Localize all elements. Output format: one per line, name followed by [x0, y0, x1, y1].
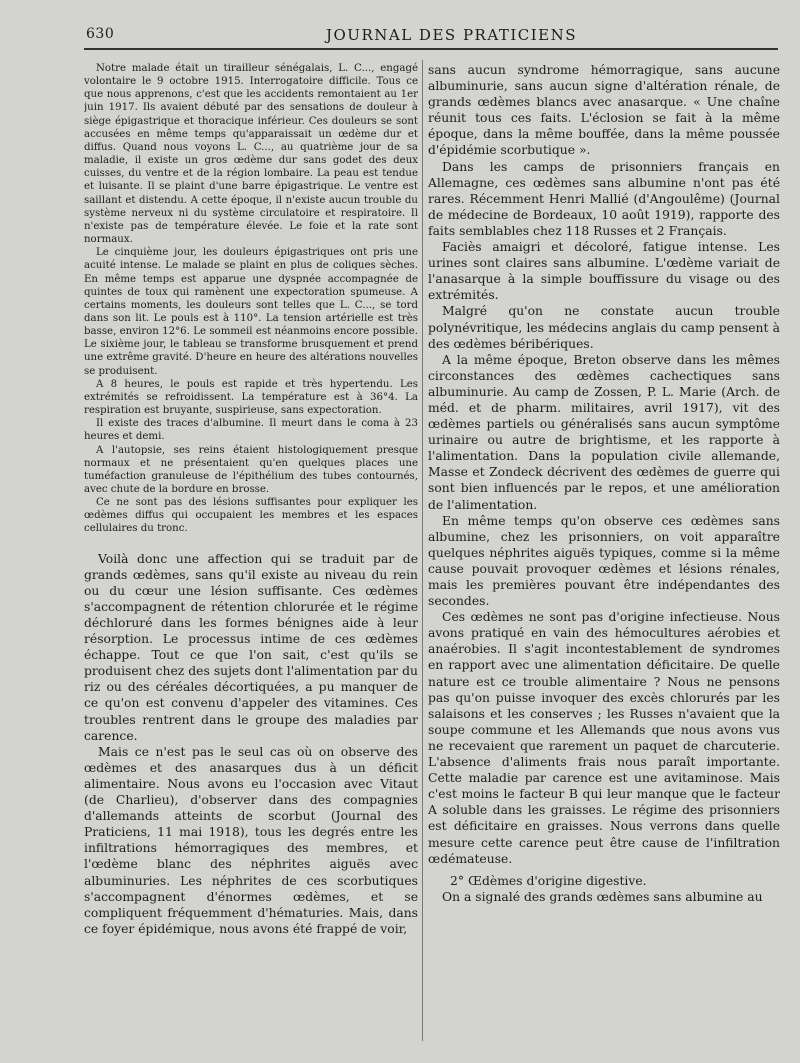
left-column	[84, 62, 418, 1045]
body-paragraph: Malgré qu'on ne constate aucun trouble polynévritique, les médecins anglais du camp pensent à des œdèmes béribériques.	[428, 304, 780, 351]
section-heading: 2° Œdèmes d'origine digestive.	[450, 873, 647, 888]
case-paragraph: Il existe des traces d'albumine. Il meurt dans le coma à 23 heures et demi.	[84, 418, 418, 443]
header-rule	[84, 48, 778, 50]
body-paragraph: Faciès amaigri et décoloré, fatigue intense. Les urines sont claires sans albumine. L'œdème variait de l'anasarque à la simple bouffissure du visage ou des extrémités.	[428, 240, 780, 303]
body-paragraph: Voilà donc une affection qui se traduit par de grands œdèmes, sans qu'il existe au niveau du rein ou du cœur une lésion suffisante. Ces œdèmes s'accompagnent de rétention chlorurée et le régime déchloruré dans les formes bénignes aide à leur résorption. Le processus intime de ces œdèmes échappe. Tout ce que l'on sait, c'est qu'ils se produisent chez des sujets dont l'alimentation par du riz ou des céréales décortiquées, a pu manquer de ce qu'on est convenu d'appeler des vitamines. Ces troubles rentrent dans le groupe des maladies par carence.	[84, 551, 418, 743]
block-gap	[84, 536, 418, 551]
page-header	[86, 26, 776, 46]
body-paragraph: Mais ce n'est pas le seul cas où on observe des œdèmes et des anasarques dus à un déficit alimentaire. Nous avons eu l'occasion avec Vitaut (de Charlieu), d'observer dans des compagnies d'allemands atteints de scorbut (Journal des Praticiens, 11 mai 1918), tous les degrés entre les infiltrations hémorragiques des membres, et l'œdème blanc des néphrites aiguës avec albuminuries. Les néphrites de ces scorbutiques s'accompagnent d'énormes œdèmes, et se compliquent fréquemment d'hématuries. Mais, dans ce foyer épidémique, nous avons été frappé de voir,	[84, 744, 418, 936]
running-title: JOURNAL DES PRATICIENS	[326, 26, 578, 44]
case-paragraph: Le cinquième jour, les douleurs épigastriques ont pris une acuité intense. Le malade se plaint en plus de coliques sèches. En même temps est apparue une dyspnée accompagnée de quintes de toux qui ramènent une expectoration spumeuse. A certains moments, les douleurs sont telles que L. C..., se tord dans son lit. Le pouls est à 110°. La tension artérielle est très basse, environ 12°6. Le sommeil est néanmoins encore possible. Le sixième jour, le tableau se transforme brusquement et prend une extrême gravité. D'heure en heure des altérations nouvelles se produisent.	[84, 247, 418, 377]
body-paragraph: On a signalé des grands œdèmes sans albumine au	[442, 889, 763, 904]
body-text-block	[428, 62, 780, 867]
page-number: 630	[86, 26, 115, 42]
case-report-block	[84, 62, 418, 536]
case-paragraph: Ce ne sont pas des lésions suffisantes pour expliquer les œdèmes diffus qui occupaient les membres et les espaces cellulaires du tronc.	[84, 497, 418, 535]
body-paragraph: A la même époque, Breton observe dans les mêmes circonstances des œdèmes cachectiques sans albuminurie. Au camp de Zossen, P. L. Marie (Arch. de méd. et de pharm. militaires, avril 1917), vit des œdèmes partiels ou généralisés sans aucun symptôme urinaire ou autre de brightisme, et les rapporte à l'alimentation. Dans la population civile allemande, Masse et Zondeck décrivent des œdèmes de guerre qui sont bien influencés par le repos, et une amélioration de l'alimentation.	[428, 352, 780, 512]
body-text-block	[428, 889, 780, 905]
body-paragraph: Dans les camps de prisonniers français en Allemagne, ces œdèmes sans albumine n'ont pas été rares. Récemment Henri Mallié (d'Angoulême) (Journal de médecine de Bordeaux, 10 août 1919), rapporte des faits semblables chez 118 Russes et 2 Français.	[428, 159, 780, 238]
case-paragraph: A l'autopsie, ses reins étaient histologiquement presque normaux et ne présentaient qu'en quelques places une tuméfaction granuleuse de l'épithélium des tubes contournés, avec chute de la bordure en brosse.	[84, 444, 418, 495]
body-text-block	[84, 551, 418, 937]
right-column	[428, 62, 780, 1045]
body-paragraph: En même temps qu'on observe ces œdèmes sans albumine, chez les prisonniers, on voit apparaître quelques néphrites aiguës typiques, comme si la même cause pouvait provoquer œdèmes et lésions rénales, mais les premières pouvant être indépendantes des secondes.	[428, 513, 780, 609]
case-paragraph: Notre malade était un tirailleur sénégalais, L. C..., engagé volontaire le 9 octobre 1915. Interrogatoire difficile. Tous ce que nous apprenons, c'est que les accidents remontaient au 1er juin 1917. Ils avaient débuté par des sensations de douleur à siège épigastrique et thoracique inférieur. Ces douleurs se sont accusées en même temps qu'apparaissait un œdème dur et diffus. Quand nous voyons L. C..., au quatrième jour de sa maladie, il existe un gros œdème dur sans godet des deux cuisses, du ventre et de la région lombaire. La peau est tendue et luisante. Il se plaint d'une barre épigastrique. Le ventre est saillant et distendu. A cette époque, il n'existe aucun trouble du système nerveux ni du système circulatoire et respiratoire. Il n'existe pas de température élevée. Le foie et la rate sont normaux.	[84, 63, 418, 246]
column-divider	[422, 60, 423, 1041]
case-paragraph: A 8 heures, le pouls est rapide et très hypertendu. Les extrémités se refroidissent. La température est à 36°4. La respiration est bruyante, suspirieuse, sans expectoration.	[84, 378, 418, 417]
body-paragraph: sans aucun syndrome hémorragique, sans aucune albuminurie, sans aucun signe d'altération rénale, de grands œdèmes blancs avec anasarque. « Une chaîne réunit tous ces faits. L'éclosion se fait à la même époque, dans la même bouffée, dans la même poussée d'épidémie scorbutique ».	[428, 63, 780, 158]
body-paragraph: Ces œdèmes ne sont pas d'origine infectieuse. Nous avons pratiqué en vain des hémocultures aérobies et anaérobies. Il s'agit incontestablement de syndromes en rapport avec une alimentation déficitaire. De quelle nature est ce trouble alimentaire ? Nous ne pensons pas qu'on puisse invoquer des excès chlorurés par les salaisons et les conserves ; les Russes n'avaient que la soupe commune et les Allemands que nous avons vus ne recevaient que rarement un paquet de charcuterie. L'absence d'aliments frais nous paraît importante. Cette maladie par carence est une avitaminose. Mais c'est moins le facteur B qui leur manque que le facteur A soluble dans les graisses. Le régime des prisonniers est déficitaire en graisses. Nous verrons dans quelle mesure cette carence peut être cause de l'infiltration œdémateuse.	[428, 610, 780, 866]
